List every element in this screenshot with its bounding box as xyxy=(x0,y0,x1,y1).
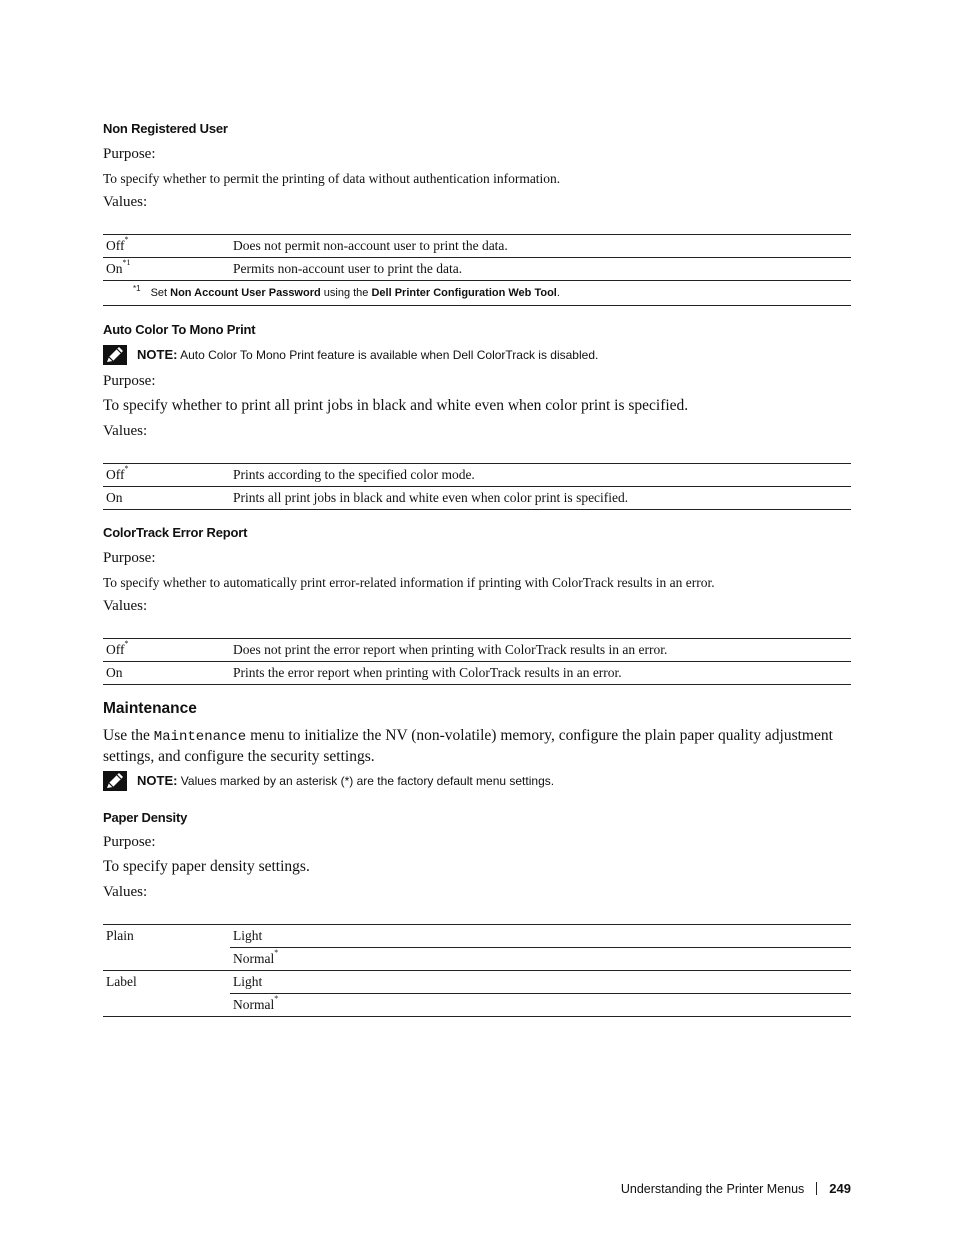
description-cell: Prints all print jobs in black and white even when color print is specified. xyxy=(230,487,851,510)
value-cell: On xyxy=(103,662,230,685)
description-cell: Prints according to the specified color mode. xyxy=(230,464,851,487)
heading-colortrack-error-report: ColorTrack Error Report xyxy=(103,525,248,540)
heading-auto-color-to-mono: Auto Color To Mono Print xyxy=(103,322,256,337)
footnote: $^{*1}$ Set Non Account User Password using the Dell Printer Configuration Web Tool. xyxy=(103,281,851,306)
values-label: Values: xyxy=(103,194,148,210)
paper-type-cell: Plain xyxy=(103,925,230,971)
page-footer xyxy=(621,1180,851,1198)
footer-divider xyxy=(816,1182,817,1195)
page-number: 249 xyxy=(829,1181,851,1196)
values-table-auto-color xyxy=(103,463,851,510)
values-label: Values: xyxy=(103,884,148,900)
table-row xyxy=(103,971,851,994)
chapter-title: Understanding the Printer Menus xyxy=(620,1182,805,1196)
value-cell: On xyxy=(103,487,230,510)
purpose-text: To specify paper density settings. xyxy=(103,858,310,875)
values-label: Values: xyxy=(103,598,148,614)
table-row xyxy=(103,925,851,948)
note-text: NOTE: Values marked by an asterisk (*) are the factory default menu settings. xyxy=(137,773,555,788)
maintenance-intro: Use the Maintenance menu to initialize the NV (non-volatile) memory, configure the plain paper quality adjustment settings, and configure the security settings. xyxy=(103,727,833,765)
purpose-label: Purpose: xyxy=(103,146,156,162)
purpose-text: To specify whether to print all print jobs in black and white even when color print is specified. xyxy=(103,397,689,414)
values-table-colortrack xyxy=(103,638,851,685)
table-row xyxy=(103,487,851,510)
value-cell: Off* xyxy=(103,464,230,487)
density-option-cell: Light xyxy=(230,971,851,994)
table-row xyxy=(103,258,851,281)
menu-name-code: Maintenance xyxy=(153,729,247,745)
description-cell: Does not print the error report when printing with ColorTrack results in an error. xyxy=(230,639,851,662)
values-table-paper-density xyxy=(103,924,851,1017)
purpose-label: Purpose: xyxy=(103,834,156,850)
value-cell: Off* xyxy=(103,235,230,258)
note-auto-color xyxy=(103,345,851,365)
density-option-cell: Normal* xyxy=(230,994,851,1017)
heading-maintenance: Maintenance xyxy=(103,700,197,717)
note-text: NOTE: Auto Color To Mono Print feature is available when Dell ColorTrack is disabled. xyxy=(137,347,599,362)
purpose-text: To specify whether to permit the printing of data without authentication information. xyxy=(103,171,561,186)
heading-non-registered-user: Non Registered User xyxy=(103,121,228,136)
note-maintenance xyxy=(103,771,851,791)
purpose-label: Purpose: xyxy=(103,373,156,389)
note-pencil-icon xyxy=(103,345,127,365)
description-cell: Permits non-account user to print the data. xyxy=(230,258,851,281)
note-pencil-icon xyxy=(103,771,127,791)
purpose-label: Purpose: xyxy=(103,550,156,566)
heading-paper-density: Paper Density xyxy=(103,810,188,825)
values-table-non-registered-user xyxy=(103,234,851,306)
value-cell: On$^{*1}$ xyxy=(103,258,230,281)
density-option-cell: Light xyxy=(230,925,851,948)
table-row xyxy=(103,662,851,685)
description-cell: Prints the error report when printing with ColorTrack results in an error. xyxy=(230,662,851,685)
purpose-text: To specify whether to automatically print error-related information if printing with ColorTrack results in an error. xyxy=(103,575,715,590)
paper-type-cell: Label xyxy=(103,971,230,1017)
table-row xyxy=(103,235,851,258)
table-row xyxy=(103,464,851,487)
description-cell: Does not permit non-account user to print the data. xyxy=(230,235,851,258)
value-cell: Off* xyxy=(103,639,230,662)
values-label: Values: xyxy=(103,423,148,439)
density-option-cell: Normal* xyxy=(230,948,851,971)
footnote-row xyxy=(103,281,851,306)
table-row xyxy=(103,639,851,662)
